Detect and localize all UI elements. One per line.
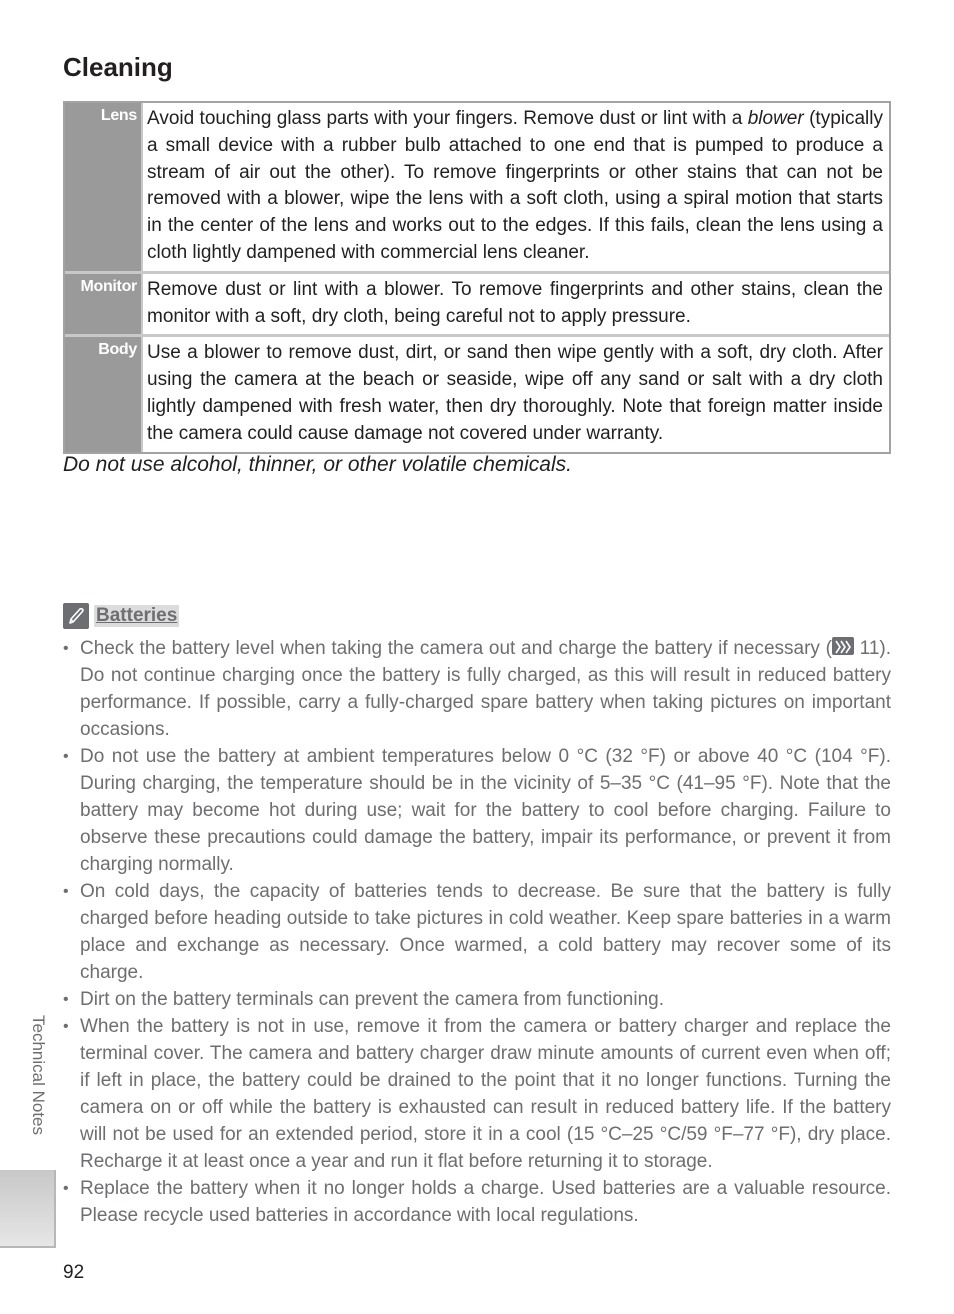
table-row-body <box>65 337 889 451</box>
pencil-icon-glyph <box>66 606 86 626</box>
list-item: • When the battery is not in use, remove it from the camera or battery charger and replace the terminal cover. The camera and battery charger draw minute amounts of current even when off; if left in place, the battery could be drained to the point that it no longer functions. Turning the camera on or off while the battery is exhausted can result in reduced battery life. If the battery will not be used for an extended period, store it in a cool (15 °C–25 °C/59 °F–77 °F), dry place. Recharge it at least once a year and run it flat before returning it to storage. <box>63 1013 891 1175</box>
list-item <box>63 635 891 743</box>
page-reference-icon <box>832 637 854 655</box>
list-item: • On cold days, the capacity of batteries tends to decrease. Be sure that the battery is fully charged before heading outside to take pictures in cold weather. Keep spare batteries in a warm place and exchange as necessary. Once warmed, a cold battery may recover some of its charge. <box>63 878 891 986</box>
bullet1-text-part2: 11). Do not continue charging once the battery is fully charged, as this will result in reduced battery performance. If possible, carry a fully-charged spare battery when taking pictures on important occasions. <box>80 638 891 740</box>
pencil-icon <box>63 603 89 629</box>
row-text-monitor: Remove dust or lint with a blower. To remove fingerprints and other stains, clean the monitor with a soft, dry cloth, being careful not to apply pressure. <box>141 274 889 338</box>
cleaning-table <box>63 101 891 454</box>
note-title: Batteries <box>96 605 178 626</box>
page-number: 92 <box>63 1262 85 1283</box>
row-text-body: Use a blower to remove dust, dirt, or sand then wipe gently with a soft, dry cloth. After using the camera at the beach or seaside, wipe off any sand or salt with a dry cloth lightly dampened with fresh water, then dry thoroughly. Note that foreign matter inside the camera could cause damage not covered under warranty. <box>141 337 889 451</box>
row-text-lens <box>141 103 889 274</box>
row-label-lens: Lens <box>65 103 141 274</box>
list-item: • Replace the battery when it no longer holds a charge. Used batteries are a valuable resource. Please recycle used batteries in accordance with local regulations. <box>63 1175 891 1229</box>
page-reference-glyph <box>832 638 854 656</box>
section-tab-label: Technical Notes <box>29 1015 48 1136</box>
batteries-note-header <box>63 603 179 629</box>
list-item: • Do not use the battery at ambient temperatures below 0 °C (32 °F) or above 40 °C (104 °F). During charging, the temperature should be in the vicinity of 5–35 °C (41–95 °F). Note that the battery may become hot during use; wait for the battery to cool before charging. Failure to observe these precautions could damage the battery, impair its performance, or prevent it from charging normally. <box>63 743 891 878</box>
chemicals-warning: Do not use alcohol, thinner, or other volatile chemicals. <box>63 453 572 476</box>
lens-text-emphasis: blower <box>747 108 804 129</box>
bullet1-text-part1: Check the battery level when taking the camera out and charge the battery if necessary ( <box>80 638 832 659</box>
list-item: • Dirt on the battery terminals can prevent the camera from functioning. <box>63 986 891 1013</box>
table-row-monitor <box>65 274 889 338</box>
lens-text-part1: Avoid touching glass parts with your fingers. Remove dust or lint with a <box>147 108 748 129</box>
row-label-body: Body <box>98 341 137 359</box>
table-row-lens <box>65 103 889 274</box>
page-title: Cleaning <box>63 52 173 82</box>
section-tab <box>0 1170 56 1248</box>
battery-notes-list <box>63 635 891 1229</box>
lens-text-part2: (typically a small device with a rubber bulb attached to one end that is pumped to produce a stream of air out the other). To remove fingerprints or other stains that can not be removed with a blower, wipe the lens with a soft cloth, using a spiral motion that starts in the center of the lens and works out to the edges. If this fails, clean the lens using a cloth lightly dampened with commercial lens cleaner. <box>147 108 883 263</box>
row-label-monitor: Monitor <box>65 274 141 338</box>
